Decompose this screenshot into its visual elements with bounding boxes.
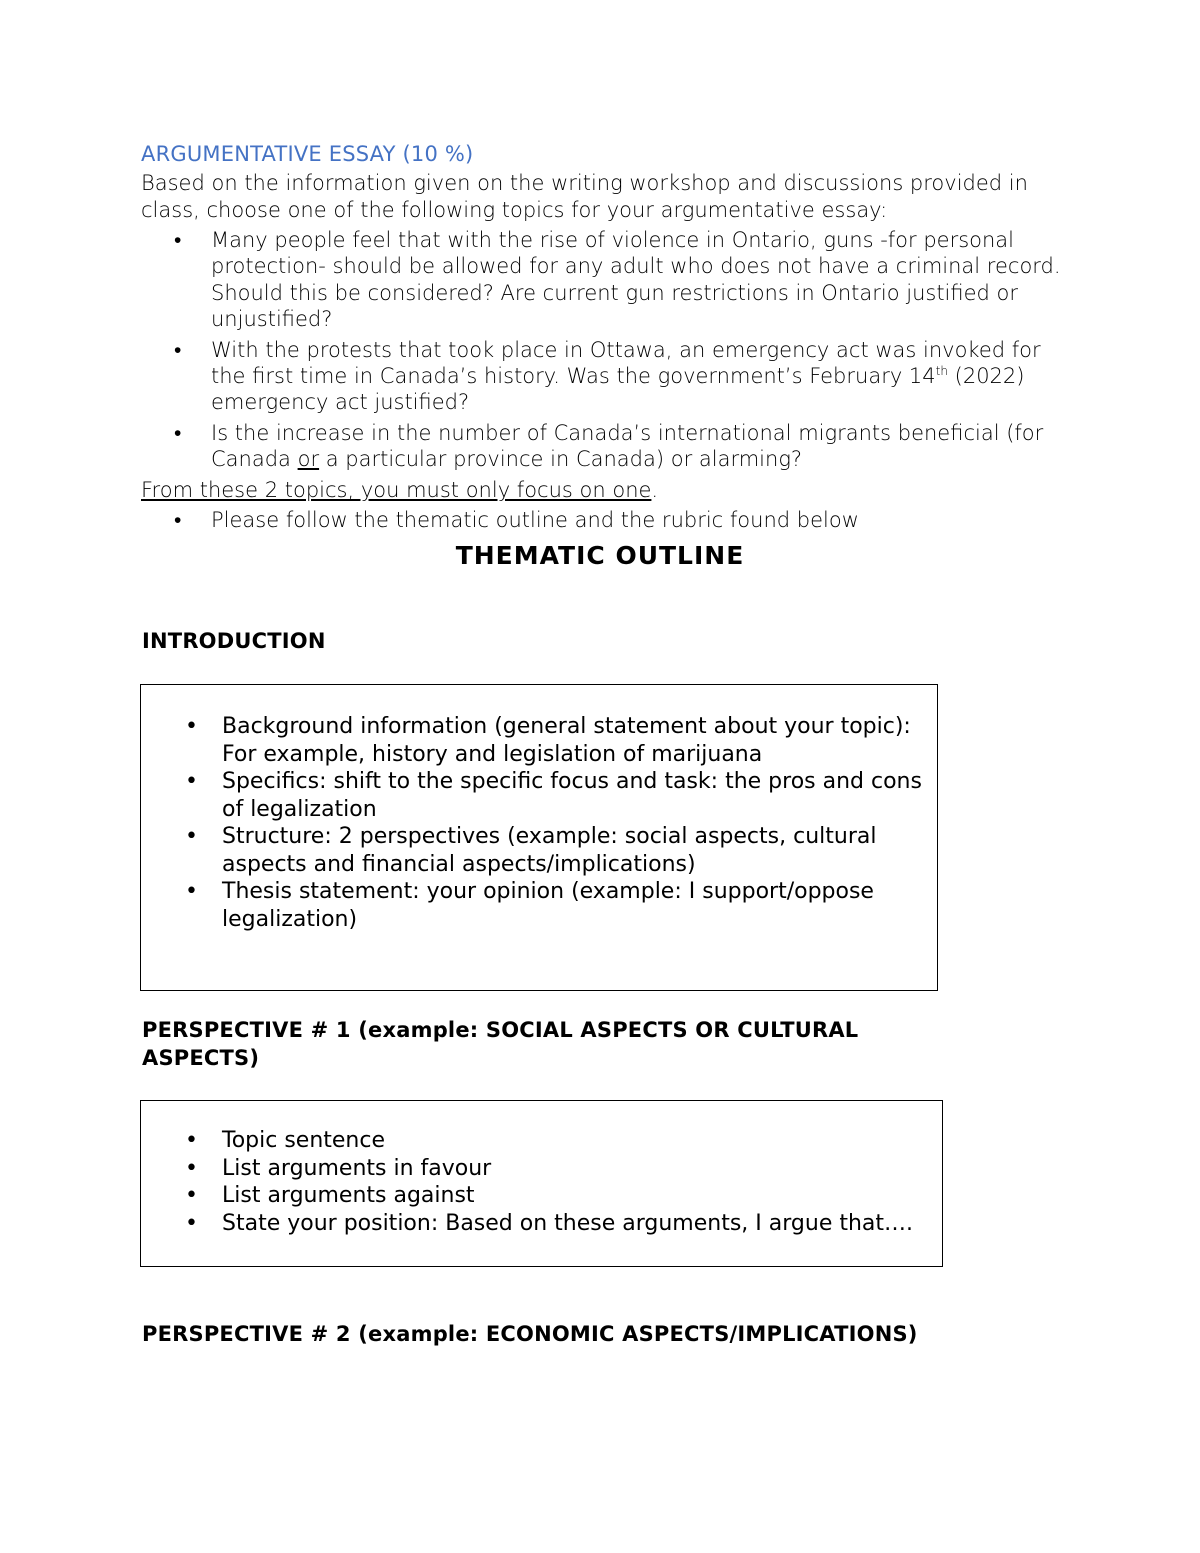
perspective1-item xyxy=(141,1127,942,1155)
topic-item xyxy=(141,337,1061,416)
introduction-item-text: Background information (general statement about your topic): For example, history and legislation of marijuana xyxy=(222,714,911,767)
topic-text-part: a particular province in Canada) or alarming? xyxy=(319,447,803,472)
bullet-icon: • xyxy=(185,879,198,904)
topic-text-part: (2022) emergency act justified? xyxy=(211,363,1025,415)
topic-text: Many people feel that with the rise of violence in Ontario, guns -for personal protection- should be allowed for any adult who does not have a criminal record. Should this be considered? Are current gun restrictions in Ontario justified or unjustified? xyxy=(211,228,1061,331)
perspective1-item-text: State your position: Based on these arguments, I argue that…. xyxy=(222,1210,914,1236)
introduction-item xyxy=(141,768,937,823)
follow-text: Please follow the thematic outline and the rubric found below xyxy=(211,508,859,533)
underlined-word: or xyxy=(297,447,320,472)
bullet-icon: • xyxy=(185,1155,198,1181)
outline-title: THEMATIC OUTLINE xyxy=(455,541,745,571)
introduction-list xyxy=(141,713,937,933)
perspective1-heading: PERSPECTIVE # 1 (example: SOCIAL ASPECTS OR CULTURAL ASPECTS) xyxy=(142,1018,859,1070)
perspective1-item-text: Topic sentence xyxy=(222,1128,386,1153)
perspective1-item-text: List arguments in favour xyxy=(222,1155,492,1181)
perspective1-item xyxy=(141,1155,942,1183)
intro-paragraph: Based on the information given on the writing workshop and discussions provided in class, choose one of the following topics for your argumentative essay: xyxy=(141,171,1028,222)
topic-list xyxy=(141,227,1061,473)
topic-text-part: Is the increase in the number of Canada’s international migrants beneficial (for Canada xyxy=(211,421,1044,472)
bullet-icon: • xyxy=(185,769,198,794)
bullet-icon: • xyxy=(174,337,182,362)
perspective2-heading: PERSPECTIVE # 2 (example: ECONOMIC ASPECTS/IMPLICATIONS) xyxy=(142,1322,918,1346)
bullet-icon: • xyxy=(185,1128,198,1153)
bullet-icon: • xyxy=(174,421,182,446)
perspective1-item-text: List arguments against xyxy=(222,1183,475,1208)
introduction-item-text: Structure: 2 perspectives (example: social aspects, cultural aspects and financial aspects/implications) xyxy=(222,824,877,877)
topic-item xyxy=(141,420,1061,473)
introduction-item-text: Specifics: shift to the specific focus and task: the pros and cons of legalization xyxy=(222,769,922,822)
introduction-heading: INTRODUCTION xyxy=(142,629,326,653)
focus-underlined: From these 2 topics, you must only focus on one xyxy=(141,478,652,503)
bullet-icon: • xyxy=(185,1210,198,1236)
introduction-item xyxy=(141,878,937,933)
introduction-box xyxy=(140,684,938,991)
perspective1-list xyxy=(141,1127,942,1237)
bullet-icon: • xyxy=(174,508,182,533)
document-content xyxy=(141,140,1061,573)
bullet-icon: • xyxy=(174,228,182,252)
document-title: ARGUMENTATIVE ESSAY (10 %) xyxy=(141,142,474,166)
perspective1-item xyxy=(141,1210,942,1238)
topic-item xyxy=(141,227,1061,332)
bullet-icon: • xyxy=(185,714,198,739)
superscript: th xyxy=(935,363,948,378)
introduction-item xyxy=(141,713,937,768)
bullet-icon: • xyxy=(185,824,198,849)
bullet-icon: • xyxy=(185,1183,198,1208)
introduction-item-text: Thesis statement: your opinion (example: I support/oppose legalization) xyxy=(222,879,874,932)
focus-instruction xyxy=(141,477,1061,504)
perspective1-box xyxy=(140,1100,943,1267)
topic-text-part: With the protests that took place in Ottawa, an emergency act was invoked for the first time in Canada’s history. Was the government’s February 14 xyxy=(211,337,1041,388)
focus-end: . xyxy=(651,478,659,503)
introduction-item xyxy=(141,823,937,878)
perspective1-item xyxy=(141,1182,942,1210)
follow-item xyxy=(141,507,1061,533)
follow-list xyxy=(141,507,1061,533)
